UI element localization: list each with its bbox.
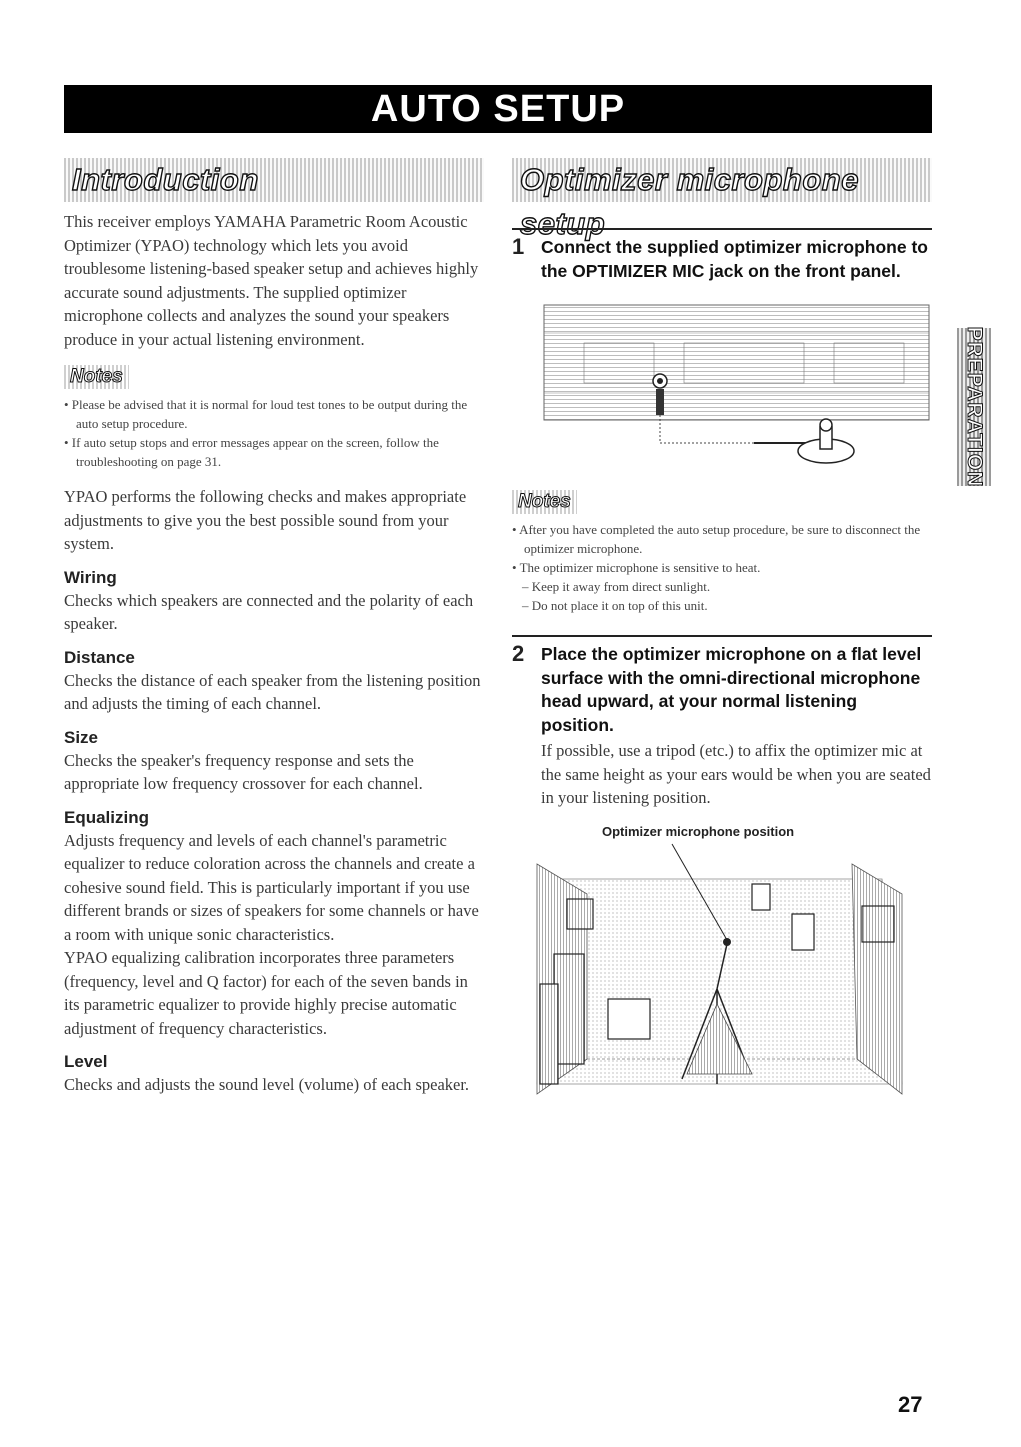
size-title: Size [64, 727, 99, 747]
right-note-item: • After you have completed the auto setup procedure, be sure to disconnect the optimizer microphone. [512, 522, 921, 556]
right-notes-list [512, 520, 932, 615]
preparation-side-tab [957, 328, 991, 486]
page-number: 27 [898, 1392, 923, 1417]
step-2-instruction: Place the optimizer microphone on a flat level surface with the omni-directional microphone head upward, at your normal listening position. [541, 644, 922, 735]
step-1-number: 1 [512, 234, 525, 259]
step-1 [512, 228, 932, 283]
wiring-title: Wiring [64, 567, 117, 587]
level-text: Checks and adjusts the sound level (volume) of each speaker. [64, 1075, 470, 1094]
left-note-item: • Please be advised that it is normal for loud test tones to be output during the auto setup procedure. [64, 397, 468, 431]
right-subnote-item: – Do not place it on top of this unit. [522, 598, 708, 613]
right-notes-label: Notes [512, 490, 577, 514]
left-notes-label: Notes [64, 365, 129, 389]
distance-text: Checks the distance of each speaker from the listening position and adjusts the timing of each channel. [64, 670, 481, 713]
introduction-heading [64, 158, 484, 202]
optimizer-microphone-heading [512, 158, 932, 241]
wiring-text: Checks which speakers are connected and the polarity of each speaker. [64, 590, 474, 633]
left-notes-list [64, 395, 484, 471]
size-text: Checks the speaker's frequency response and sets the appropriate low frequency crossover for each channel. [64, 750, 423, 793]
equalizing-title: Equalizing [64, 807, 149, 827]
checks-intro-paragraph: YPAO performs the following checks and makes appropriate adjustments to give you the best possible sound from your system. [64, 487, 467, 553]
optimizer-microphone-heading-text: Optimizer microphone setup [520, 162, 859, 241]
figure-caption: Optimizer microphone position [602, 823, 795, 839]
equalizing-text: Adjusts frequency and levels of each channel's parametric equalizer to reduce coloration across the channels and create a cohesive sound field. This is particularly important if you use different brands or sizes of speakers for some channels or have a room with unique sonic characteristics. [64, 830, 479, 944]
introduction-heading-text: Introduction [72, 162, 259, 197]
distance-title: Distance [64, 647, 135, 667]
step-2 [512, 635, 932, 810]
right-note-item: • The optimizer microphone is sensitive to heat. [512, 560, 761, 575]
left-note-item: • If auto setup stops and error messages appear on the screen, follow the troubleshooting on page 31. [64, 435, 439, 469]
page-banner-title: AUTO SETUP [64, 85, 932, 133]
room-figure [512, 824, 932, 1114]
right-subnote-item: – Keep it away from direct sunlight. [522, 579, 711, 594]
preparation-side-tab-label: PREPARATION [963, 326, 986, 488]
equalizing-ypao-text: YPAO equalizing calibration incorporates three parameters (frequency, level and Q factor) for each of the seven bands in its parametric equalizer to provide highly precise automatic adjustment of frequency characteristics. [64, 948, 468, 1038]
step-2-body: If possible, use a tripod (etc.) to affix the optimizer mic at the same height as your ears would be when you are seated in your listening position. [541, 741, 931, 807]
level-title: Level [64, 1052, 108, 1071]
right-column [512, 228, 932, 1114]
step-1-instruction: Connect the supplied optimizer microphone to the OPTIMIZER MIC jack on the front panel. [541, 237, 928, 281]
intro-paragraph: This receiver employs YAMAHA Parametric Room Acoustic Optimizer (YPAO) technology which lets you avoid troublesome listening-based speaker setup and achieves highly accurate sound adjustments. The supplied optimizer microphone collects and analyzes the sound your speakers produce in your actual listening environment. [64, 212, 479, 349]
front-panel-illustration [544, 303, 934, 478]
left-column [64, 210, 484, 1097]
step-2-number: 2 [512, 641, 525, 666]
